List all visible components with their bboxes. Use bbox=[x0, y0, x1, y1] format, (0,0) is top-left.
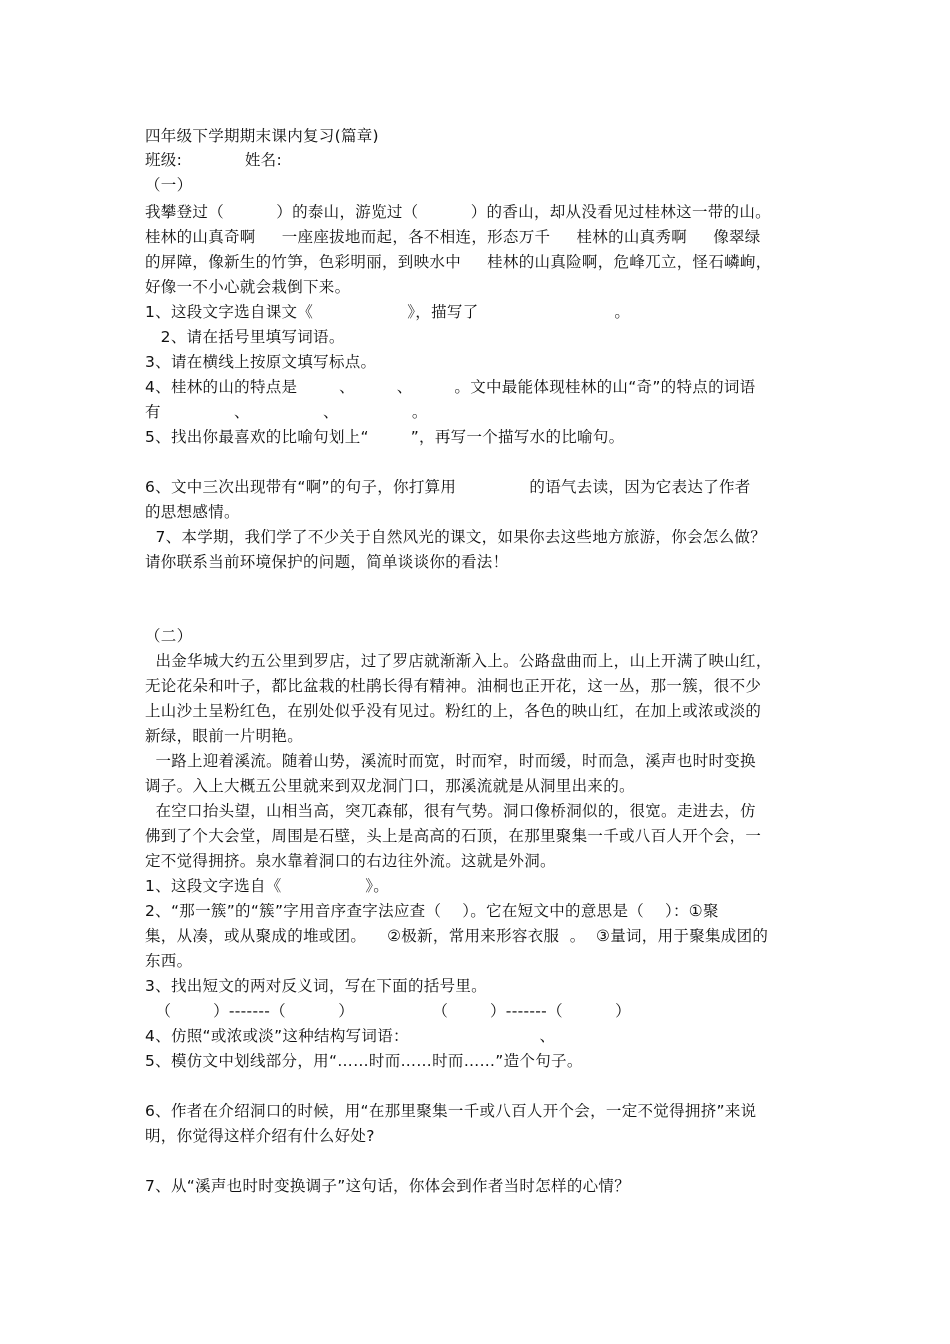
passage-line: 调子。入上大概五公里就来到双龙洞门口，那溪流就是从洞里出来的。 bbox=[145, 777, 635, 795]
question-line: 1、这段文字选自《 》。 bbox=[145, 877, 390, 895]
section-2-heading: （二） bbox=[145, 627, 193, 645]
passage-line: 定不觉得拥挤。泉水靠着洞口的右边往外流。这就是外洞。 bbox=[145, 852, 556, 870]
passage-line: 佛到了个大会堂，周围是石壁，头上是高高的石顶，在那里聚集一千或八百人开个会，一 bbox=[145, 827, 762, 845]
passage-line: 好像一不小心就会栽倒下来。 bbox=[145, 278, 351, 296]
passage-line: 出金华城大约五公里到罗店，过了罗店就渐渐入上。公路盘曲而上，山上开满了映山红， bbox=[145, 652, 772, 670]
section-1-heading: （一） bbox=[145, 176, 193, 194]
question-line: 明，你觉得这样介绍有什么好处? bbox=[145, 1127, 375, 1145]
question-line: 6、文中三次出现带有“啊”的句子，你打算用 的语气去读，因为它表达了作者 bbox=[145, 478, 751, 496]
question-line: 集，从凑，或从聚成的堆或团。 ②极新，常用来形容衣服 。 ③量词，用于聚集成团的 bbox=[145, 927, 769, 945]
passage-line: 我攀登过（ ）的泰山，游览过（ ）的香山，却从没看见过桂林这一带的山。 bbox=[145, 203, 771, 221]
question-line: 请你联系当前环境保护的问题，简单谈谈你的看法！ bbox=[145, 553, 509, 571]
class-name-line: 班级: 姓名: bbox=[145, 151, 282, 169]
question-line: 3、找出短文的两对反义词，写在下面的括号里。 bbox=[145, 977, 487, 995]
question-line: 4、桂林的山的特点是 、 、 。文中最能体现桂林的山“奇”的特点的词语 bbox=[145, 378, 756, 396]
doc-title: 四年级下学期期末课内复习(篇章) bbox=[145, 127, 379, 145]
passage-line: 一路上迎着溪流。随着山势，溪流时而宽，时而窄，时而缓，时而急，溪声也时时变换 bbox=[145, 752, 756, 770]
question-line: 7、从“溪声也时时变换调子”这句话，你体会到作者当时怎样的心情？ bbox=[145, 1177, 631, 1195]
question-line: 的思想感情。 bbox=[145, 503, 240, 521]
passage-line: 新绿，眼前一片明艳。 bbox=[145, 727, 304, 745]
question-line: 有 、 、 。 bbox=[145, 403, 428, 421]
passage-line: 的屏障，像新生的竹笋，色彩明丽，到映水中 桂林的山真险啊，危峰兀立，怪石嶙峋， bbox=[145, 253, 772, 271]
passage-line: 无论花朵和叶子，都比盆栽的杜鹃长得有精神。油桐也正开花，这一丛，那一簇，很不少 bbox=[145, 677, 762, 695]
passage-line: 上山沙土呈粉红色，在别处似乎没有见过。粉红的上，各色的映山红，在加上或浓或淡的 bbox=[145, 702, 762, 720]
question-line: 2、请在括号里填写词语。 bbox=[145, 328, 345, 346]
question-line: 5、找出你最喜欢的比喻句划上“ ”，再写一个描写水的比喻句。 bbox=[145, 428, 625, 446]
question-line: 1、这段文字选自课文《 》，描写了 。 bbox=[145, 303, 631, 321]
question-line: 7、本学期，我们学了不少关于自然风光的课文，如果你去这些地方旅游，你会怎么做？ bbox=[145, 528, 767, 546]
passage-line: 在空口抬头望，山相当高，突兀森郁，很有气势。洞口像桥洞似的，很宽。走进去，仿 bbox=[145, 802, 756, 820]
question-line: 5、模仿文中划线部分，用“……时而……时而……”造个句子。 bbox=[145, 1052, 583, 1070]
question-line: 4、仿照“或浓或淡”这种结构写词语： 、 bbox=[145, 1027, 556, 1045]
antonym-brackets-line: （ ）-------（ ） （ ）-------（ ） bbox=[145, 1002, 631, 1020]
passage-line: 桂林的山真奇啊 一座座拔地而起，各不相连，形态万千 桂林的山真秀啊 像翠绿 bbox=[145, 228, 761, 246]
question-line: 东西。 bbox=[145, 952, 193, 970]
question-line: 2、“那一簇”的“簇”字用音序查字法应查（ ）。它在短文中的意思是（ ）：①聚 bbox=[145, 902, 719, 920]
question-line: 6、作者在介绍洞口的时候，用“在那里聚集一千或八百人开个会，一定不觉得拥挤”来说 bbox=[145, 1102, 757, 1120]
question-line: 3、请在横线上按原文填写标点。 bbox=[145, 353, 377, 371]
